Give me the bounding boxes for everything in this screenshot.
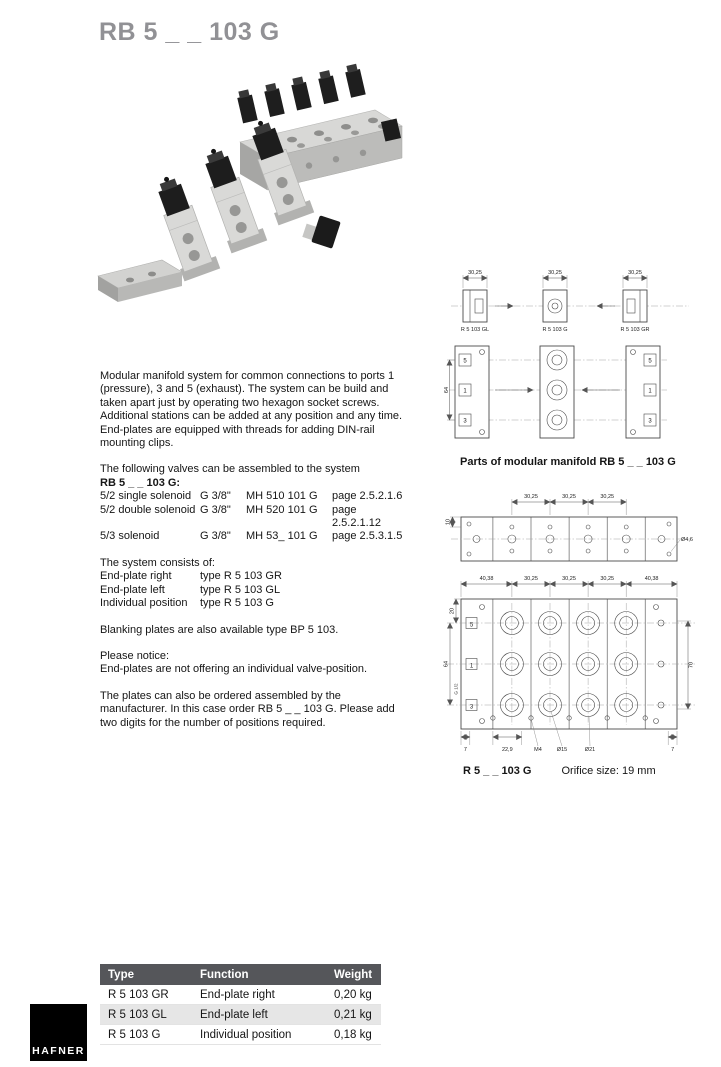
system-part-type: type R 5 103 G (200, 597, 274, 610)
valve-type: MH 510 101 G (246, 490, 318, 503)
valve-port: G 3/8" (200, 530, 231, 543)
cell-function: End-plate right (200, 988, 275, 1001)
thread-label: G 1/2 (453, 683, 459, 695)
header-weight: Weight (334, 968, 373, 981)
table-row (100, 985, 381, 1005)
cell-function: Individual position (200, 1028, 292, 1041)
port-number: 1 (463, 388, 467, 395)
port-number: 5 (463, 358, 467, 365)
notice (100, 650, 408, 677)
port-number: 3 (463, 418, 467, 425)
cell-function: End-plate left (200, 1008, 268, 1021)
table-row (100, 1005, 381, 1025)
valve-type: MH 520 101 G (246, 503, 318, 516)
weights-table (100, 964, 381, 1045)
dim-label: Ø15 (556, 747, 568, 753)
dim-label: 64 (444, 386, 450, 394)
dim-label: 30,25 (524, 494, 538, 500)
product-photo (90, 80, 405, 340)
dim-label: 30,25 (562, 576, 576, 582)
cell-weight: 0,21 kg (334, 1008, 372, 1021)
hafner-logo: HAFNER (30, 1004, 87, 1061)
valve-function: 5/3 solenoid (100, 530, 160, 543)
valve-type: MH 53_ 101 G (246, 530, 318, 543)
valve-page-ref: page 2.5.2.1.6 (332, 490, 403, 503)
part-label: R 5 103 GL (460, 327, 490, 333)
dim-label: 40,38 (644, 576, 659, 582)
port-number: 3 (469, 704, 474, 711)
drawing-manifold-dimensions (443, 487, 701, 759)
dim-label: 7 (671, 747, 675, 753)
dim-label: Ø4,6 (681, 537, 693, 543)
dim-label: 40,38 (479, 576, 494, 582)
valve-function: 5/2 single solenoid (100, 490, 192, 503)
orifice-label: Orifice size: 19 mm (561, 765, 656, 777)
cell-type: R 5 103 GR (108, 988, 169, 1001)
cell-weight: 0,18 kg (334, 1028, 372, 1041)
header-type: Type (108, 968, 134, 981)
valve-page-ref: page 2.5.2.1.12 (332, 503, 381, 530)
dim-label: 30,25 (562, 494, 576, 500)
dim-label: 30,25 (548, 270, 562, 276)
model-label: R 5 _ _ 103 G (463, 765, 532, 777)
port-number: 1 (648, 388, 652, 395)
valve-table (100, 490, 408, 544)
dim-label: 30,25 (468, 270, 482, 276)
system-part-type: type R 5 103 GR (200, 570, 282, 583)
dim-label: M4 (534, 747, 542, 753)
cell-type: R 5 103 G (108, 1028, 161, 1041)
drawing-manifold-parts (445, 268, 695, 453)
port-number: 5 (648, 358, 652, 365)
weights-table-header (100, 964, 381, 985)
dim-label: 30,25 (628, 270, 642, 276)
dim-label: 64 (443, 660, 450, 668)
system-list-intro: The system consists of: (100, 556, 215, 569)
system-part-name: Individual position (100, 597, 188, 610)
cell-weight: 0,20 kg (334, 988, 372, 1001)
dim-label: 30,25 (600, 494, 615, 500)
system-list (100, 557, 408, 611)
valve-list-model: RB 5 _ _ 103 G: (100, 476, 181, 489)
valve-port: G 3/8" (200, 503, 231, 516)
part-label: R 5 103 G (542, 327, 568, 333)
valve-function: 5/2 double solenoid (100, 503, 196, 516)
photo-end-plate (98, 260, 182, 302)
notice-body: End-plates are not offering an individual valve-position. (100, 663, 368, 676)
page-title: RB 5 _ _ 103 G (99, 18, 280, 46)
system-part-name: End-plate right (100, 570, 172, 583)
dim-label: 10 (445, 518, 452, 526)
description-column (100, 370, 408, 743)
dim-label: Ø21 (584, 747, 596, 753)
blanking-note: Blanking plates are also available type BP 5 103. (100, 623, 339, 636)
valve-page-ref: page 2.5.3.1.5 (332, 530, 403, 543)
port-number: 5 (469, 622, 474, 629)
dim-label: 22,9 (501, 747, 513, 753)
port-number: 1 (469, 663, 474, 670)
dim-label: 20 (449, 607, 456, 615)
valve-list-intro: The following valves can be assembled to the system (100, 463, 360, 476)
table-row (100, 1025, 381, 1045)
dim-label: 7 (463, 747, 467, 753)
notice-title: Please notice: (100, 649, 170, 662)
drawing-parts-caption: Parts of modular manifold RB 5 _ _ 103 G (460, 456, 676, 468)
part-label: R 5 103 GR (620, 327, 650, 333)
dim-label: 30,25 (524, 576, 538, 582)
valve-list (100, 463, 408, 543)
photo-solenoid-row (236, 63, 366, 123)
system-part-name: End-plate left (100, 583, 165, 596)
ordering-note: The plates can also be ordered assembled by the manufacturer. In this case order RB 5 _ _ 103 G. Please add two digits for the number of positions required. (100, 689, 395, 729)
cell-type: R 5 103 GL (108, 1008, 167, 1021)
system-part-type: type R 5 103 GL (200, 583, 281, 596)
header-function: Function (200, 968, 249, 981)
dim-label: 70 (688, 661, 695, 669)
valve-port: G 3/8" (200, 490, 231, 503)
drawing-dimensions-caption (463, 765, 656, 777)
port-number: 3 (648, 418, 652, 425)
photo-bracket-solenoid (302, 212, 341, 249)
intro-paragraph: Modular manifold system for common connections to ports 1 (pressure), 3 and 5 (exhaust). The system can be build and taken apart just by operating two hexagon socket screws. Additional stations can be added at any position and any time. End-plates are equipped with threads for adding DIN-rail mounting clips. (100, 370, 403, 450)
dim-label: 30,25 (600, 576, 615, 582)
